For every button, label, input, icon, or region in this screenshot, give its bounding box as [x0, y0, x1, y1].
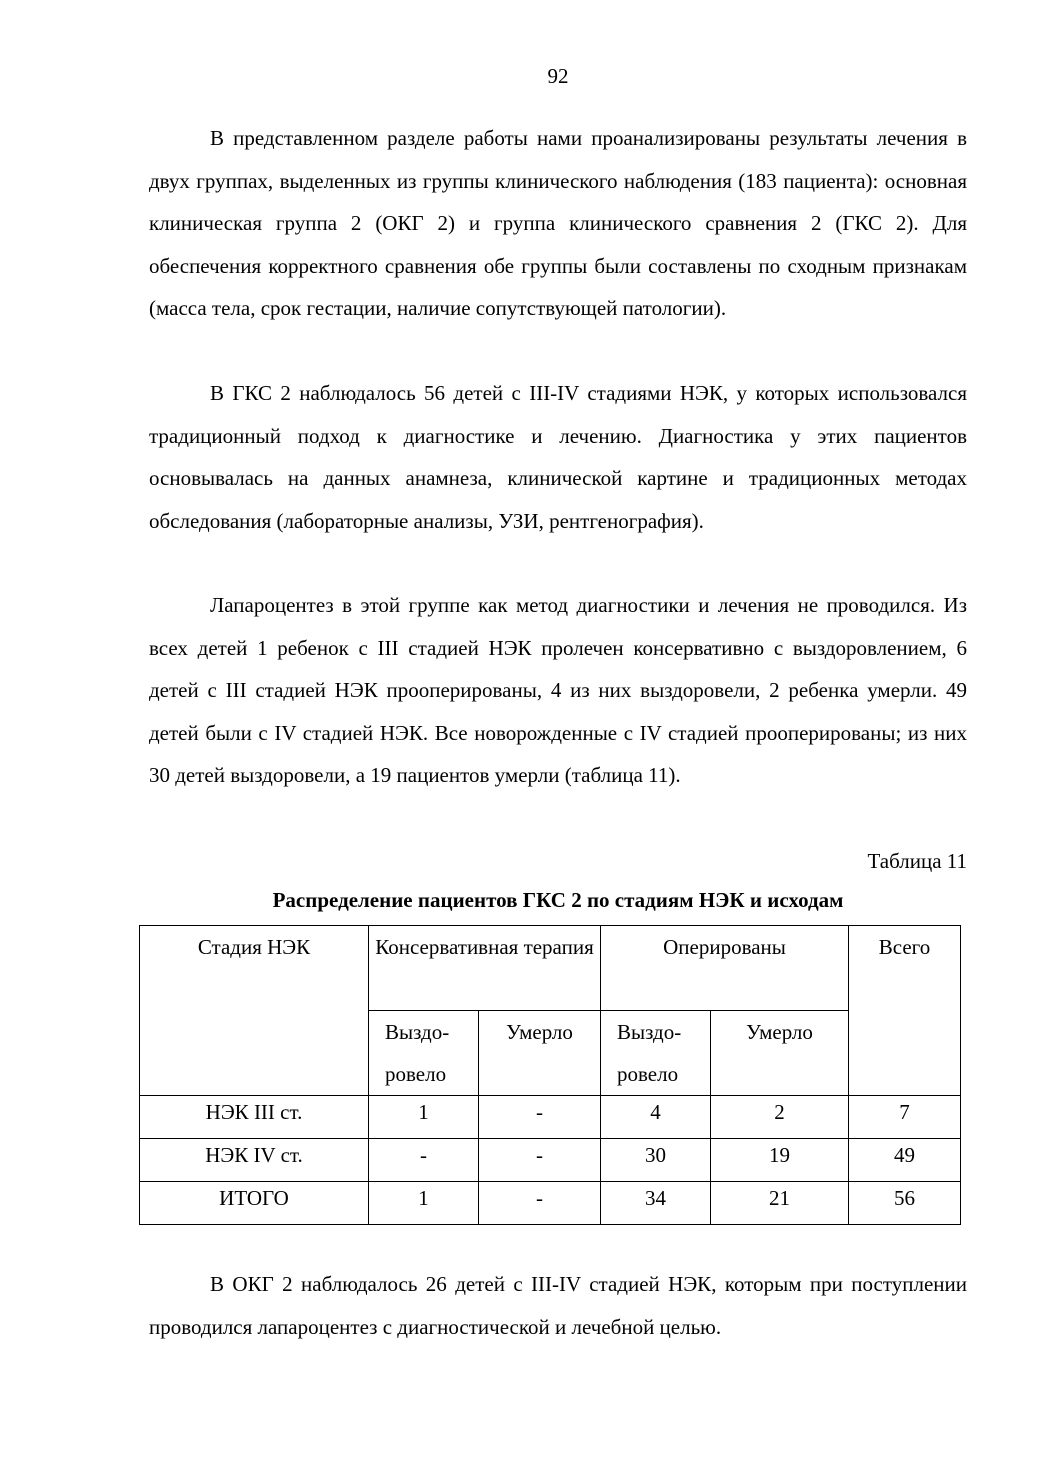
results-table [139, 925, 961, 1225]
table-header-row-1 [140, 926, 961, 1011]
cell-total: 7 [849, 1096, 961, 1139]
header-stage: Стадия НЭК [140, 926, 369, 1096]
header-total: Всего [849, 926, 961, 1096]
table-number-label: Таблица 11 [867, 849, 967, 873]
paragraph-1-text: В представленном разделе работы нами проанализированы результаты лечения в двух группах, выделенных из группы клинического наблюдения (183 пациента): основная клиническая группа 2 (ОКГ 2) и группа клинического сравнения 2 (ГКС 2). Для обеспечения корректного сравнения обе группы были составлены по сходным признакам (масса тела, срок гестации, наличие сопутствующей патологии). [149, 126, 967, 320]
paragraph-1 [149, 117, 967, 330]
cell-op-died: 19 [711, 1139, 849, 1182]
paragraph-2-text: В ГКС 2 наблюдалось 56 детей с III-IV стадиями НЭК, у которых использовался традиционный подход к диагностике и лечению. Диагностика у этих пациентов основывалась на данных анамнеза, клинической картине и традиционных методах обследования (лабораторные анализы, УЗИ, рентгенография). [149, 381, 967, 533]
cell-op-recovered: 30 [601, 1139, 711, 1182]
cell-total: 49 [849, 1139, 961, 1182]
table-row [140, 1139, 961, 1182]
header-cons-died: Умерло [479, 1011, 601, 1096]
paragraph-2 [149, 372, 967, 542]
table-title: Распределение пациентов ГКС 2 по стадиям НЭК и исходам [272, 888, 844, 912]
header-conservative: Консервативная терапия [369, 926, 601, 1011]
cell-cons-died: - [479, 1139, 601, 1182]
cell-cons-recovered: 1 [369, 1096, 479, 1139]
cell-total: 56 [849, 1182, 961, 1225]
table-row [140, 1182, 961, 1225]
cell-cons-died: - [479, 1096, 601, 1139]
cell-stage: НЭК IV ст. [140, 1139, 369, 1182]
cell-stage: ИТОГО [140, 1182, 369, 1225]
paragraph-4-text: В ОКГ 2 наблюдалось 26 детей с III-IV стадией НЭК, которым при поступлении проводился лапароцентез с диагностической и лечебной целью. [149, 1272, 967, 1339]
header-op-died: Умерло [711, 1011, 849, 1096]
cell-op-died: 21 [711, 1182, 849, 1225]
cell-op-recovered: 34 [601, 1182, 711, 1225]
cell-stage: НЭК III ст. [140, 1096, 369, 1139]
cell-cons-died: - [479, 1182, 601, 1225]
cell-op-recovered: 4 [601, 1096, 711, 1139]
page-number: 92 [547, 64, 569, 88]
paragraph-3 [149, 584, 967, 797]
header-operated: Оперированы [601, 926, 849, 1011]
paragraph-4 [149, 1263, 967, 1348]
cell-cons-recovered: 1 [369, 1182, 479, 1225]
header-op-recovered: Выздо-ровело [601, 1011, 711, 1096]
header-cons-recovered: Выздо-ровело [369, 1011, 479, 1096]
cell-op-died: 2 [711, 1096, 849, 1139]
paragraph-3-text: Лапароцентез в этой группе как метод диагностики и лечения не проводился. Из всех детей 1 ребенок с III стадией НЭК пролечен консервативно с выздоровлением, 6 детей с III стадией НЭК прооперированы, 4 из них выздоровели, 2 ребенка умерли. 49 детей были с IV стадией НЭК. Все новорожденные с IV стадией прооперированы; из них 30 детей выздоровели, а 19 пациентов умерли (таблица 11). [149, 593, 967, 787]
table-row [140, 1096, 961, 1139]
cell-cons-recovered: - [369, 1139, 479, 1182]
